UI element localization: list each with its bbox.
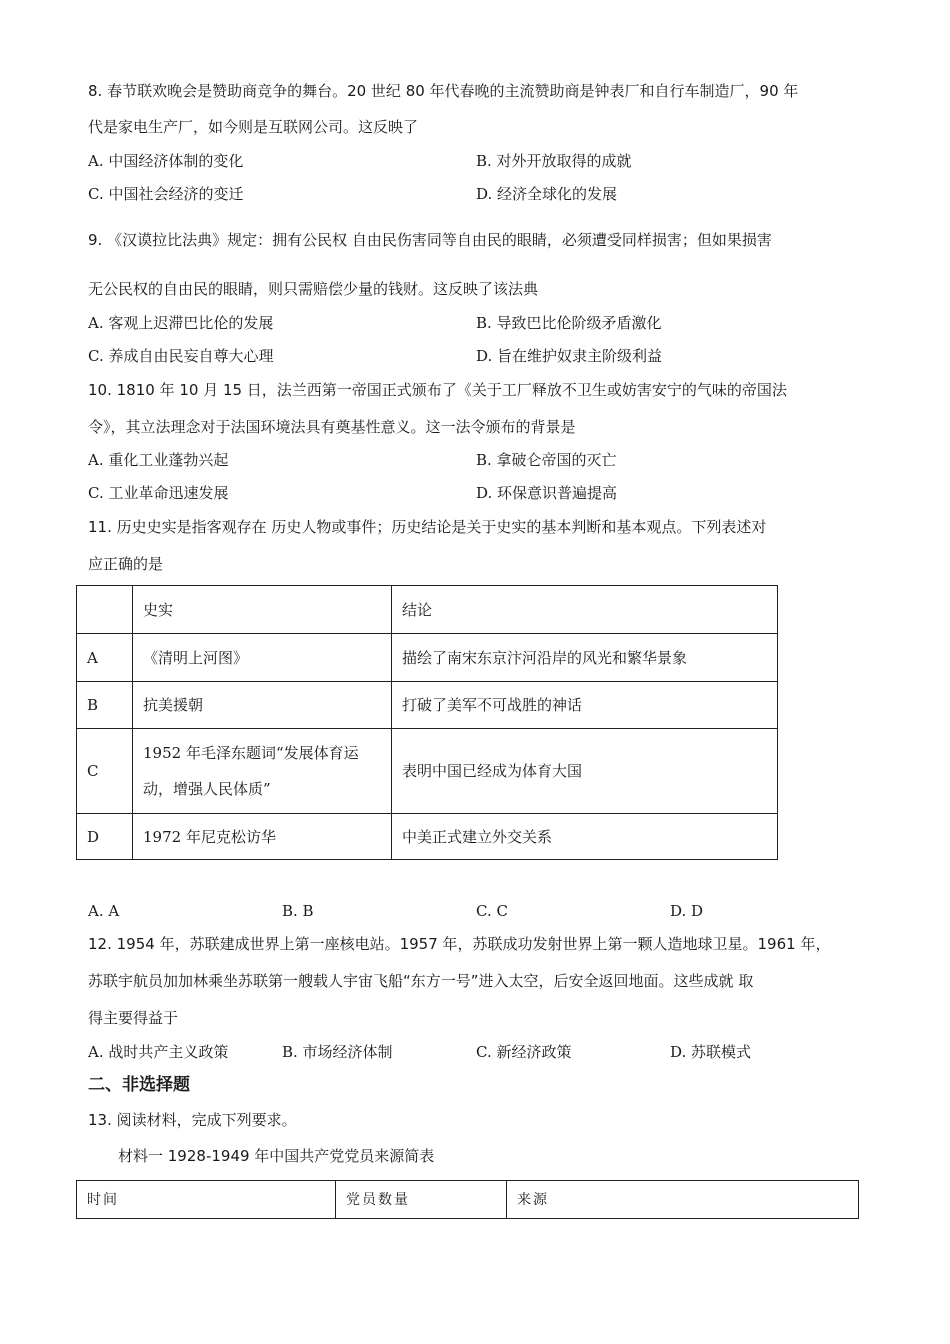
q13-stem-line1: 13. 阅读材料，完成下列要求。 (88, 1111, 297, 1129)
q13-caption: 材料一 1928-1949 年中国共产党党员来源简表 (118, 1147, 435, 1165)
table-header-row (77, 1181, 859, 1219)
q10-stem-line2: 令》，其立法理念对于法国环境法具有奠基性意义。这一法令颁布的背景是 (88, 418, 576, 436)
q11-stem-line1: 11. 历史史实是指客观存在 历史人物或事件；历史结论是关于史实的基本判断和基本观点。下列表述对 (88, 518, 767, 536)
q9-option-b: B. 导致巴比伦阶级矛盾激化 (476, 314, 662, 332)
row-conclusion: 描绘了南宋东京汴河沿岸的风光和繁华景象 (392, 634, 778, 682)
q8-stem-line1: 8. 春节联欢晚会是赞助商竞争的舞台。20 世纪 80 年代春晚的主流赞助商是钟表厂和自行车制造厂，90 年 (88, 82, 799, 100)
q8-option-b: B. 对外开放取得的成就 (476, 152, 632, 170)
table-row (77, 682, 778, 729)
table-header-cell: 时间 (77, 1181, 336, 1219)
row-key: D (77, 814, 133, 860)
q11-option-b: B. B (282, 902, 314, 920)
q11-stem-line2: 应正确的是 (88, 555, 164, 573)
row-key: A (77, 634, 133, 682)
q10-stem-line1: 10. 1810 年 10 月 15 日，法兰西第一帝国正式颁布了《关于工厂释放不卫生或妨害安宁的气味的帝国法 (88, 381, 787, 399)
table-row (77, 729, 778, 814)
table-header-cell (77, 586, 133, 634)
q10-option-a: A. 重化工业蓬勃兴起 (88, 451, 229, 469)
q11-option-a: A. A (88, 902, 120, 920)
q9-option-c: C. 养成自由民妄自尊大心理 (88, 347, 274, 365)
q11-option-d: D. D (670, 902, 704, 920)
q10-option-b: B. 拿破仑帝国的灭亡 (476, 451, 617, 469)
table-header-cell: 党员数量 (336, 1181, 507, 1219)
table-header-row (77, 586, 778, 634)
row-conclusion: 中美正式建立外交关系 (392, 814, 778, 860)
q9-stem-line1: 9. 《汉谟拉比法典》规定：拥有公民权 自由民伤害同等自由民的眼睛，必须遭受同样损害；但如果损害 (88, 231, 772, 249)
row-conclusion: 表明中国已经成为体育大国 (392, 729, 778, 814)
q9-option-d: D. 旨在维护奴隶主阶级利益 (476, 347, 663, 365)
q10-option-c: C. 工业革命迅速发展 (88, 484, 229, 502)
q13-table (76, 1180, 859, 1219)
table-row (77, 814, 778, 860)
row-fact: 《清明上河图》 (133, 634, 392, 682)
section-title: 二、非选择题 (88, 1075, 190, 1095)
q12-option-a: A. 战时共产主义政策 (88, 1043, 229, 1061)
q12-option-d: D. 苏联模式 (670, 1043, 752, 1061)
row-key: C (77, 729, 133, 814)
q10-option-d: D. 环保意识普遍提高 (476, 484, 618, 502)
row-fact-multiline (133, 729, 392, 814)
q9-stem-line2: 无公民权的自由民的眼睛，则只需赔偿少量的钱财。这反映了该法典 (88, 280, 539, 298)
q9-option-a: A. 客观上迟滞巴比伦的发展 (88, 314, 274, 332)
row-key: B (77, 682, 133, 729)
row-fact-line1: 1952 年毛泽东题词“发展体育运 (143, 744, 359, 762)
row-fact: 抗美援朝 (133, 682, 392, 729)
table-row (77, 634, 778, 682)
table-header-cell: 来源 (507, 1181, 859, 1219)
table-header-cell: 史实 (133, 586, 392, 634)
q8-stem-line2: 代是家电生产厂，如今则是互联网公司。这反映了 (88, 118, 419, 136)
q12-stem-line1: 12. 1954 年，苏联建成世界上第一座核电站。1957 年，苏联成功发射世界上第一颗人造地球卫星。1961 年， (88, 935, 831, 953)
table-header-cell: 结论 (392, 586, 778, 634)
q12-option-c: C. 新经济政策 (476, 1043, 572, 1061)
q8-option-a: A. 中国经济体制的变化 (88, 152, 244, 170)
row-conclusion: 打破了美军不可战胜的神话 (392, 682, 778, 729)
q8-option-c: C. 中国社会经济的变迁 (88, 185, 244, 203)
row-fact: 1972 年尼克松访华 (133, 814, 392, 860)
q12-option-b: B. 市场经济体制 (282, 1043, 393, 1061)
q8-option-d: D. 经济全球化的发展 (476, 185, 618, 203)
row-fact-line2: 动，增强人民体质” (143, 780, 271, 798)
q11-table (76, 585, 778, 860)
q12-stem-line2: 苏联宇航员加加林乘坐苏联第一艘载人宇宙飞船“东方一号”进入太空，后安全返回地面。这些成就 取 (88, 972, 754, 990)
q11-option-c: C. C (476, 902, 508, 920)
q12-stem-line3: 得主要得益于 (88, 1009, 179, 1027)
